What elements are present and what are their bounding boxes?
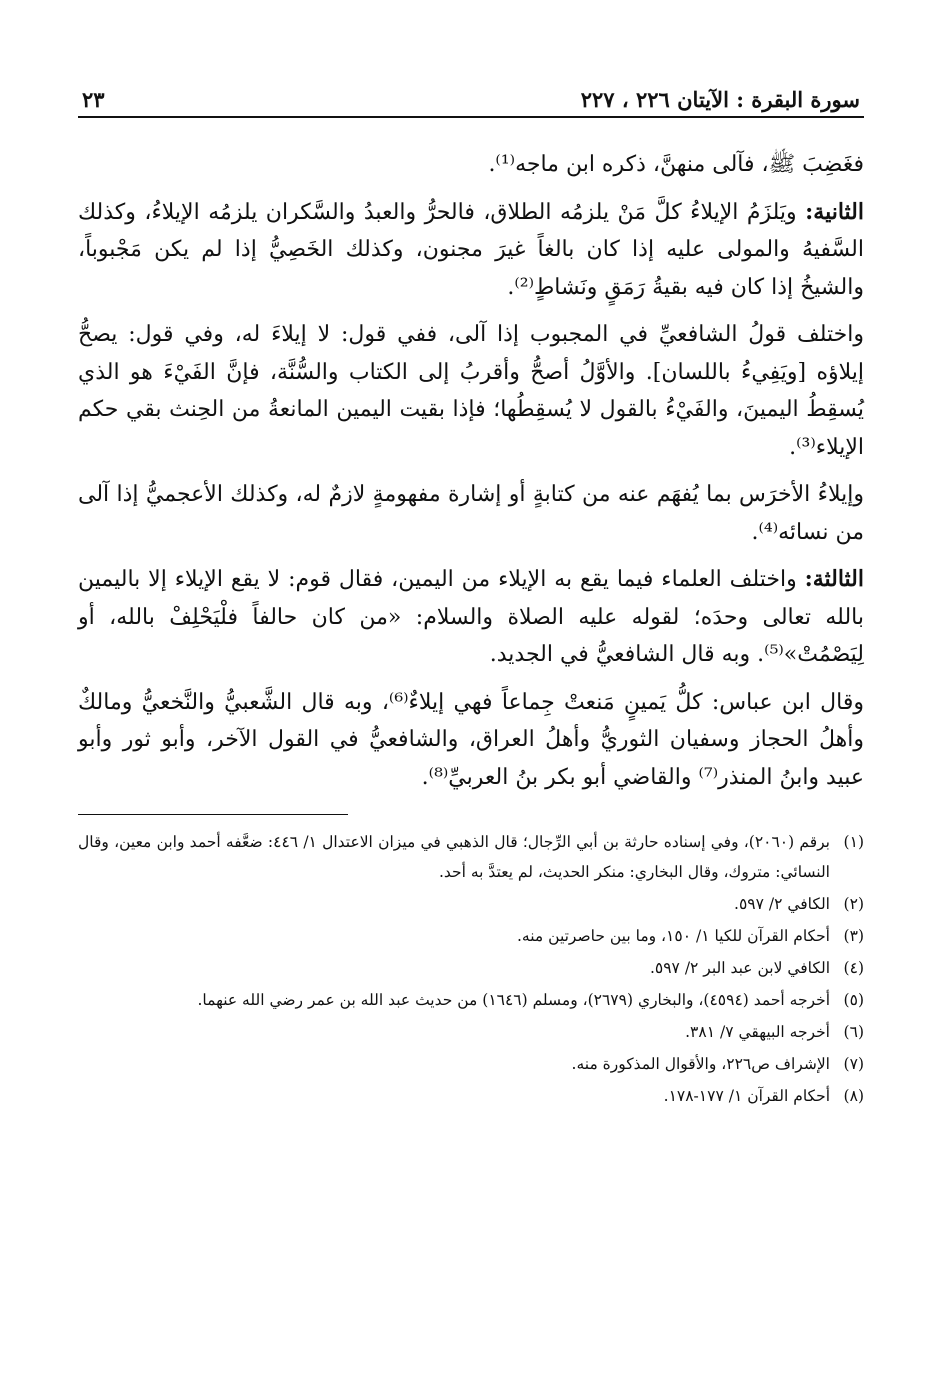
footnote-number: (٣) xyxy=(843,927,864,945)
paragraph-text: ويَلزَمُ الإيلاءُ كلَّ مَنْ يلزمُه الطلاق، فالحرُّ والعبدُ والسَّكران يلزمُه الإيلاءُ، وكذلك السَّفيهُ والمولى عليه إذا كان بالغاً غيرَ مجنون، وكذلك الخَصِيُّ إذا لم يكن مَجْبوباً، والشيخُ إذا كان فيه بقيةُ رَمَقٍ ونَشاطٍ⁽²⁾. xyxy=(78,199,864,300)
footnote-text: برقم (٢٠٦٠)، وفي إسناده حارثة بن أبي الرِّجال؛ قال الذهبي في ميزان الاعتدال ١/ ٤٤٦: ضعَّفه أحمد وابن معين، وقال النسائي: متروك، وقال البخاري: منكر الحديث، لم يعتدَّ به أحد. xyxy=(78,833,830,881)
footnote-number: (٢) xyxy=(843,895,864,913)
paragraph xyxy=(78,146,864,184)
paragraph-text: واختلف قولُ الشافعيِّ في المجبوب إذا آلى، ففي قول: لا إيلاءَ له، وفي قول: يصحُّ إيلاؤه [ويَفِيءُ باللسان]. والأوَّلُ أصحُّ وأقربُ إلى الكتاب والسُّنَّة، فإنَّ الفَيْءَ هو الذي يُسقِطُ اليمينَ، والفَيْءُ بالقول لا يُسقِطُها؛ فإذا بقيت اليمين المانعةُ من الحِنث بقي حكم الإيلاء⁽³⁾. xyxy=(78,322,864,460)
footnote-number: (٧) xyxy=(843,1055,864,1073)
paragraph-text: واختلف العلماء فيما يقع به الإيلاء من اليمين، فقال قوم: لا يقع الإيلاء إلا باليمين بالله تعالى وحدَه؛ لقوله عليه الصلاة والسلام: «من كان حالفاً فلْيَحْلِفْ بالله، أو لِيَصْمُتْ»⁽⁵⁾. وبه قال الشافعيُّ في الجديد. xyxy=(78,567,864,667)
footnote-number: (٦) xyxy=(843,1023,864,1041)
footnote-number: (١) xyxy=(843,833,864,851)
running-title: سورة البقرة : الآيتان ٢٢٦ ، ٢٢٧ xyxy=(580,87,860,112)
paragraph-text: وقال ابن عباس: كلُّ يَمينٍ مَنعتْ جِماعاً فهي إيلاءٌ⁽⁶⁾، وبه قال الشَّعبيُّ والنَّخعيُّ ومالكٌ وأهلُ الحجاز وسفيان الثوريُّ وأهلُ العراق، والشافعيُّ في القول الآخر، وأبو ثور وأبو عبيد وابنُ المنذر⁽⁷⁾ والقاضي أبو بكر بنُ العربيِّ⁽⁸⁾. xyxy=(78,689,864,790)
paragraph-label: الثالثة: xyxy=(804,566,864,592)
footnote-text: الإشراف ص٢٢٦، والأقوال المذكورة منه. xyxy=(571,1055,830,1073)
paragraph xyxy=(78,476,864,551)
footnote xyxy=(78,889,864,919)
footnote xyxy=(78,921,864,951)
footnote xyxy=(78,827,864,887)
paragraph xyxy=(78,561,864,674)
page-number: ٢٣ xyxy=(82,87,105,112)
footnote-text: الكافي لابن عبد البر ٢/ ٥٩٧. xyxy=(649,959,830,977)
book-page xyxy=(78,72,864,1113)
footnote-number: (٥) xyxy=(843,991,864,1009)
footnotes xyxy=(78,827,864,1111)
paragraph xyxy=(78,316,864,466)
footnote-number: (٤) xyxy=(843,959,864,977)
footnote-number: (٨) xyxy=(843,1087,864,1105)
paragraph xyxy=(78,684,864,797)
paragraph-text: وإيلاءُ الأخرَس بما يُفهَم عنه من كتابةٍ أو إشارة مفهومةٍ لازمٌ له، وكذلك الأعجميُّ إذا آلى من نسائه⁽⁴⁾. xyxy=(78,482,864,545)
footnote-divider xyxy=(78,814,348,815)
footnote-text: أحكام القرآن للكيا ١/ ١٥٠، وما بين حاصرتين منه. xyxy=(517,927,830,945)
footnote xyxy=(78,985,864,1015)
paragraph xyxy=(78,194,864,307)
footnote xyxy=(78,1049,864,1079)
paragraph-label: الثانية: xyxy=(805,198,864,225)
footnote xyxy=(78,1017,864,1047)
page-header xyxy=(78,72,864,118)
footnote-text: أخرجه البيهقي ٧/ ٣٨١. xyxy=(685,1023,830,1041)
footnote xyxy=(78,1081,864,1111)
footnote-text: أحكام القرآن ١/ ١٧٧-١٧٨. xyxy=(663,1087,830,1105)
paragraph-text: فغَضِبَ ﷺ، فآلى منهنَّ، ذكره ابن ماجه⁽¹⁾. xyxy=(488,152,864,177)
footnote-text: الكافي ٢/ ٥٩٧. xyxy=(734,895,830,913)
main-text xyxy=(78,146,864,796)
footnote-text: أخرجه أحمد (٤٥٩٤)، والبخاري (٢٦٧٩)، ومسلم (١٦٤٦) من حديث عبد الله بن عمر رضي الله عنهما. xyxy=(197,991,830,1009)
footnote xyxy=(78,953,864,983)
